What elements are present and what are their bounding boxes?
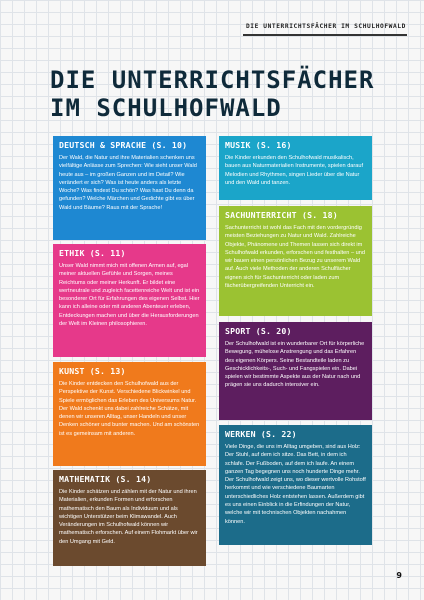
header-divider [243,34,407,36]
box-sport-title: SPORT (S. 20) [225,326,292,336]
box-werken-text: Viele Dinge, die uns im Alltag umgeben, sind aus Holz: Der Stuhl, auf dem ich sitze. Das Bett, in dem ich schlafe. Der Fußboden, auf dem ich laufe. An einem ganzen Tag begegnen uns noch hunderte Dinge mehr. Der Schulhofwald zeigt uns, wo dieser wertvolle Rohstoff herkommt und wie verschiedene Baumarten unterschiedliches Holz entstehen lassen. Außerdem gibt es uns einen Einblick in die Erfindungen der Natur, welche wir mit technischen Objekten nachahmen können. [225,444,366,525]
box-deutsch-title: DEUTSCH & SPRACHE (S. 10) [59,140,188,150]
box-ethik-text: Unser Wald nimmt mich mit offenen Armen auf, egal meiner aktuellen Gefühle und Sorgen, meines Reichtums oder meiner Herkunft. Er bildet eine wertneutrale und zugleich facettenreiche Welt und ist ein besonderer Ort für Erfahrungen des eigenen Selbst. Hier kann ich alleine oder mit anderen Abenteuer erleben, Entdeckungen machen und über die Herausforderungen der Welt im Kleinen philosophieren. [59,263,200,328]
box-werken-title: WERKEN (S. 22) [225,429,297,439]
box-sachunterricht-title: SACHUNTERRICHT (S. 18) [225,210,338,220]
box-mathematik-title: MATHEMATIK (S. 14) [59,474,152,484]
page-title [50,66,390,122]
box-musik-title: MUSIK (S. 16) [225,140,292,150]
box-deutsch [53,136,206,240]
box-sachunterricht [219,206,372,316]
box-ethik [53,244,206,357]
box-mathematik-text: Die Kinder schätzen und zählen mit der Natur und ihren Materialien, erkunden Formen und erforschen mathematisch den Baum als Individuum und als wichtigen Unterstützer beim Klimawandel. Auch Veränderungen im Schulhofwald können wir mathematisch erforschen. Auf einem Flohmarkt über wir den Umgang mit Geld. [59,489,198,545]
page-number: 9 [396,571,402,580]
box-sachunterricht-text: Sachunterricht ist wohl das Fach mit den vordergründig meisten Beziehungen zu Natur und Wald. Zahlreiche Objekte, Phänomene und Themen lassen sich direkt im Schulhofwald erkunden, erforschen und festhalten – und wir bauen einen persönlichen Bezug zu unserem Wald auf. Auch viele Methoden der anderen Schulfächer eignen sich für Sachunterricht oder laden zum fächerübergreifenden Unterricht ein. [225,225,365,290]
box-deutsch-text: Der Wald, die Natur und ihre Materialien schenken uns vielfältige Anlässe zum Sprechen: Wie sieht unser Wald heute aus – im großen Ganzen und im Detail? Wie verändert er sich? Was ist heute anders als letzte Woche? Was findest Du schön? Was hast Du denn da gefunden? Welche Märchen und Gedichte gibt es über Wald und Bäume? Raus mit der Sprache! [59,155,197,211]
box-musik-text: Die Kinder erkunden den Schulhofwald musikalisch, bauen aus Naturmaterialien Instrumente, spielen darauf Melodien und Rhythmen, singen Lieder über die Natur und den Wald und tanzen. [225,155,364,186]
box-ethik-title: ETHIK (S. 11) [59,248,126,258]
page-title-line-1: DIE UNTERRICHTSFÄCHER [50,66,375,94]
page-title-line-2: IM SCHULHOFWALD [50,94,282,122]
running-header: DIE UNTERRICHTSFÄCHER IM SCHULHOFWALD [245,23,406,30]
box-kunst-title: KUNST (S. 13) [59,366,126,376]
box-mathematik [53,470,206,566]
box-kunst-text: Die Kinder entdecken den Schulhofwald aus der Perspektive der Kunst. Verschiedene Blickwinkel und Spiele ermöglichen das Erleben des Universums Natur. Der Wald schenkt uns dabei zahlreiche Schätze, mit denen wir unseren Alltag, unser Handeln und unser Denken schöner und bunter machen. Und am schönsten ist es gemeinsam mit anderen. [59,381,200,437]
box-sport-text: Der Schulhofwald ist ein wunderbarer Ort für körperliche Bewegung, mühelose Anstrengung und das Erfahren des eigenen Körpers. Seine Bestandteile laden zu Geschicklichkeits-, Such- und Fangspielen ein. Dabei spielen wir bestimmte Aspekte aus der Natur nach und prägen sie uns dadurch intensiver ein. [225,341,365,389]
box-kunst [53,362,206,466]
box-werken [219,425,372,545]
box-sport [219,322,372,420]
box-musik [219,136,372,200]
